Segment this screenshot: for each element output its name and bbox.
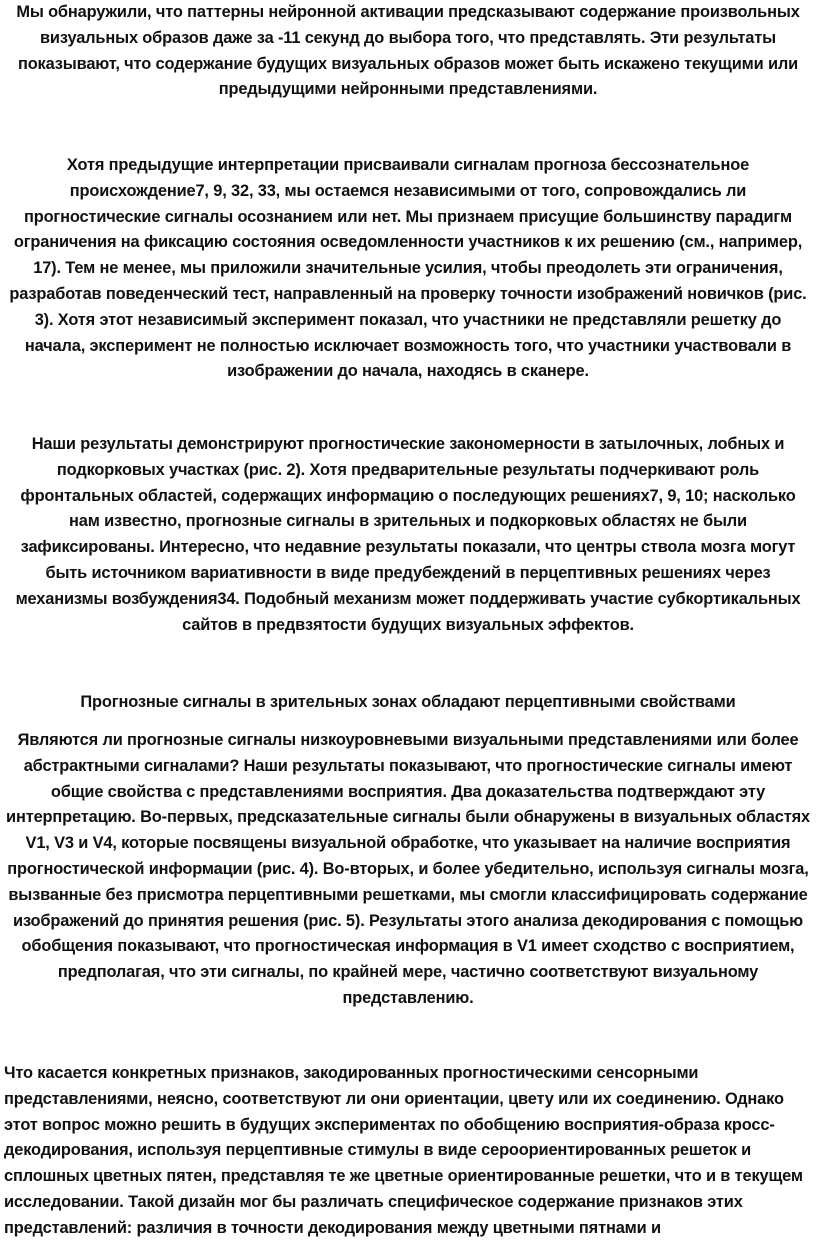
paragraph-awareness-limitations: Хотя предыдущие интерпретации присваивали сигналам прогноза бессознательное происхождение7, 9, 32, 33, мы остаемся независимыми от того, сопровождались ли прогностические сигналы осознанием или нет. Мы признаем присущие большинству парадигм ограничения на фиксацию состояния осведомленности участников к их решению (см., например, 17). Тем не менее, мы приложили значительные усилия, чтобы преодолеть эти ограничения, разработав поведенческий тест, направленный на проверку точности изображений новичков (рис. 3). Хотя этот независимый эксперимент показал, что участники не представляли решетку до начала, эксперимент не полностью исключает возможность того, что участники участвовали в изображении до начала, находясь в сканере. [9,156,807,381]
paragraph-prediction-findings: Мы обнаружили, что паттерны нейронной активации предсказывают содержание произвольных визуальных образов даже за -11 секунд до выбора того, что представлять. Эти результаты показывают, что содержание будущих визуальных образов может быть искажено текущими или предыдущими нейронными представлениями. [16,3,800,99]
paragraph-feature-encoding: Что касается конкретных признаков, закодированных прогностическими сенсорными представлениями, неясно, соответствуют ли они ориентации, цвету или их соединению. Однако этот вопрос можно решить в будущих экспериментах по обобщению восприятия-образа кросс-декодирования, используя перцептивные стимулы в виде сероориентированных решеток и сплошных цветных пятен, представляя те же цветные ориентированные решетки, что и в текущем исследовании. Такой дизайн мог бы различать специфическое содержание признаков этих представлений: различия в точности декодирования между цветными пятнами и [4,1064,803,1237]
paragraph-perceptual-properties: Являются ли прогнозные сигналы низкоуровневыми визуальными представлениями или более абстрактными сигналами? Наши результаты показывают, что прогностические сигналы имеют общие свойства с представлениями восприятия. Два доказательства подтверждают эту интерпретацию. Во-первых, предсказательные сигналы были обнаружены в визуальных областях V1, V3 и V4, которые посвящены визуальной обработке, что указывает на наличие восприятия прогностической информации (рис. 4). Во-вторых, и более убедительно, используя сигналы мозга, вызванные без присмотра перцептивными решетками, мы смогли классифицировать содержание изображений до принятия решения (рис. 5). Результаты этого анализа декодирования с помощью обобщения показывают, что прогностическая информация в V1 имеет сходство с восприятием, предполагая, что эти сигналы, по крайней мере, частично соответствуют визуальному представлению. [6,731,810,1007]
paragraph-brain-regions: Наши результаты демонстрируют прогностические закономерности в затылочных, лобных и подкорковых участках (рис. 2). Хотя предварительные результаты подчеркивают роль фронтальных областей, содержащих информацию о последующих решениях7, 9, 10; насколько нам известно, прогнозные сигналы в зрительных и подкорковых областях не были зафиксированы. Интересно, что недавние результаты показали, что центры ствола мозга могут быть источником вариативности в виде предубеждений в перцептивных решениях через механизмы возбуждения34. Подобный механизм может поддерживать участие субкортикальных сайтов в предвзятости будущих визуальных эффектов. [15,435,801,634]
section-heading: Прогнозные сигналы в зрительных зонах обладают перцептивными свойствами [80,693,736,711]
